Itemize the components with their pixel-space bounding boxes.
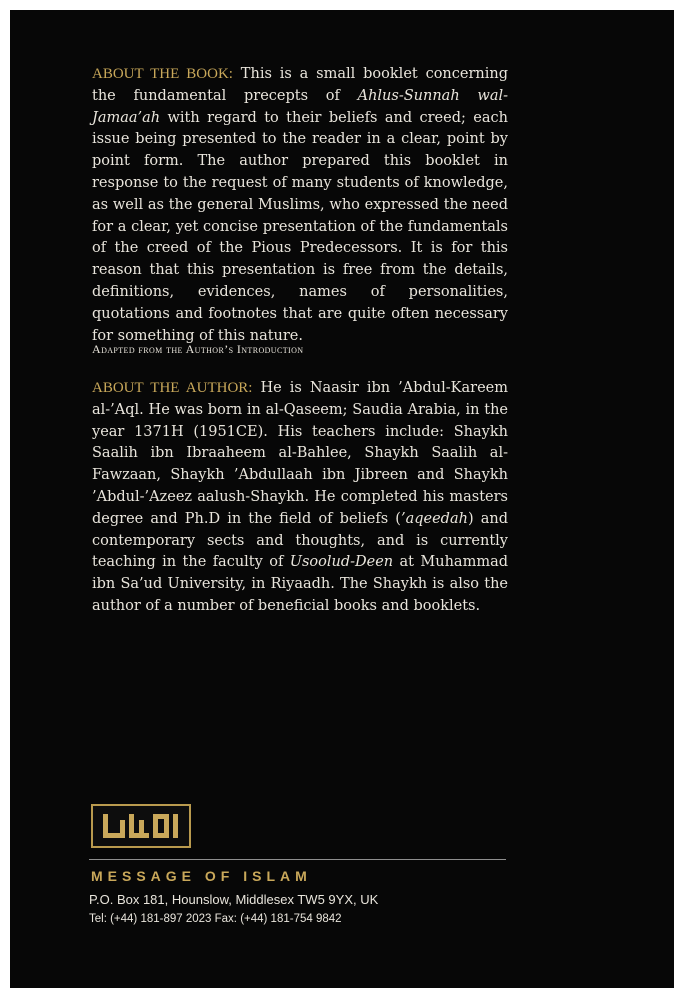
about-author-text-1: He is Naasir ibn ’Abdul-Kareem al-’Aql. He was born in al-Qaseem; Saudia Arabia, in the year 1371H (1951CE). His teachers include: Shaykh Saalih ibn Ibraaheem al-Bahlee, Shaykh Saalih al-Fawzaan, Shaykh ’Abdullaah ibn Jibreen and Shaykh ’Abdul-’Azeez aalush-Shaykh. He completed his masters degree and Ph.D in the field of beliefs ( — [92, 380, 509, 527]
about-book-paragraph — [92, 64, 508, 347]
about-book-italic-1: Ahlus-Sunnah wal-Jamaa’ah — [92, 87, 509, 126]
about-author-text-2: ) and contemporary sects and thoughts, and is currently teaching in the faculty of — [92, 510, 508, 571]
about-book-text-1: This is a small booklet concerning the fundamental precepts of — [92, 66, 508, 104]
publisher-contacts: Tel: (+44) 181-897 2023 Fax: (+44) 181-754 9842 — [89, 913, 342, 925]
about-author-heading: ABOUT THE AUTHOR: — [92, 380, 253, 396]
kufic-islam-logo-icon — [91, 804, 191, 848]
about-book-text-2: with regard to their beliefs and creed; each issue being presented to the reader in a clear, point by point form. The author prepared this booklet in response to the request of many students of knowledge, as well as the general Muslims, who expressed the need for a clear, yet concise presentation of the fundamentals of the creed of the Pious Predecessors. It is for this reason that this presentation is free from the details, definitions, evidences, names of personalities, quotations and footnotes that are quite often necessary for something of this nature. — [92, 109, 508, 344]
publisher-address: P.O. Box 181, Hounslow, Middlesex TW5 9YX, UK — [89, 892, 379, 907]
about-author-italic-1: ’aqeedah — [400, 510, 468, 527]
publisher-name: MESSAGE OF ISLAM — [91, 868, 312, 884]
divider-rule — [89, 859, 506, 860]
source-credit: Adapted from the Author’s Introduction — [92, 342, 304, 356]
about-book-heading: ABOUT THE BOOK: — [92, 66, 233, 82]
about-author-paragraph — [92, 378, 508, 618]
about-author-text-3: at Muhammad ibn Sa’ud University, in Riyaadh. The Shaykh is also the author of a number of beneficial books and booklets. — [92, 554, 508, 614]
about-author-italic-2: Usoolud-Deen — [289, 554, 394, 571]
